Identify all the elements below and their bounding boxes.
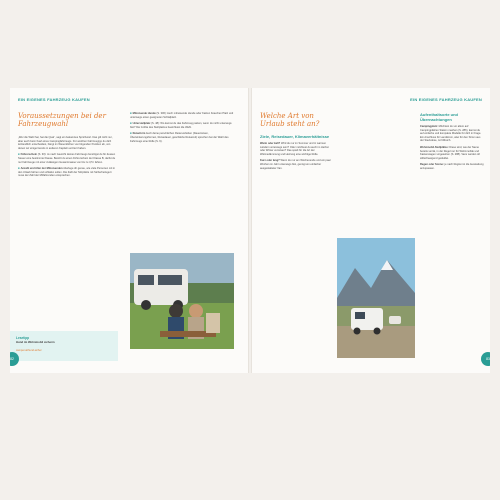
- left-item-2: ■Anzahl und Alter der Mitreisenden überlege dir genau, wie viele Personen mit in den Urlaub fahren und schlafen sollen. Die Zahl der Sitzplätze mit Sicherheitsgurt muss der Zahl der Mitfahrenden entsprechen.: [18, 167, 116, 178]
- left-page-number: 82: [10, 352, 19, 366]
- left-page: [10, 88, 248, 373]
- right-col2-para-1: Campingplatz: Möchtest du vor allem auf Campingplätzen Station machen (S. 286), kannst du auf einfache und kompakte Modelle für dich in Frage. Ein Anschluss für Landstrom, also für den Strom aus der Steckdose, ist hilfreich.: [420, 125, 482, 143]
- right-page-title: Welche Art von Urlaub steht an?: [260, 112, 320, 128]
- right-col2-para-2: Wohnmobil-Stellplätze: Diese sind, wie der Name bereits verrät, in der Regel nur für Wohnmobile und Kastenwagen vorgesehen (S. 288). Vans werden oft stillschweigend geduldet.: [420, 145, 480, 160]
- reading-tip-link[interactable]: camper.at/hund-sicher: [16, 349, 42, 352]
- left-intro: „Wer die Wahl hat, hat die Qual“, sagt ein bekanntes Sprichwort. Das gilt nicht nur, aber auch beim Kauf eines Campingfahrzeugs. Für welchen Fahrzeugtyp du dich letztendlich entscheidest, hängt im Wesentlichen von folgenden Punkten ab, von denen wir einige bereits in anderen Kapiteln erörtert haben.: [18, 136, 113, 150]
- reading-tip-box: [10, 331, 118, 361]
- left-col2-item-3: ■Reiseform Auch deine persönlichen Reisevorlieben (Dauerreisen, Überwinterungsformen, Reisedauer, geschätzte Reisezeit) sprechen bei der Wahl des Fahrzeugs eine Rolle (S. 9).: [130, 132, 229, 143]
- right-page: [252, 88, 490, 373]
- left-column-2: [130, 112, 234, 248]
- right-column-2: [420, 112, 484, 362]
- left-col2-item-1: ■Mitreisende Hunde (S. 306): Auch mitreisende Hunde oder Katzen brauchen Platz und unterwegs einen geeigneten Schlafplatz.: [130, 112, 234, 119]
- left-item-1: ■Führerschein (S. 30): Je nach Gewicht deines Fahrzeugs benötigst du für dessen Steuer eine bestimmte Klasse. Besitzt du einen Führerschein der Klasse B, darfst du nur Fahrzeuge mit einer zulässigen Gesamtmasse von bis zu 3,5 t fahren.: [18, 153, 116, 164]
- right-subheading: Ziele, Reisedauer, Klimaverhältnisse: [260, 134, 330, 139]
- right-column-1: [260, 134, 332, 244]
- right-para-1: Warm oder kalt? Wird du nur im Sommer und in warmen Ländern unterwegs sein? Oder möchtest du auch im Herbst oder Winter verreisen? Das spielt für die Art der Wärmedämmung und Heizung eine wichtige Rolle.: [260, 142, 329, 156]
- right-col2-para-3: Regen oder Sonne: je nach Region ist die Ausstattung anzupassen.: [420, 163, 484, 170]
- mountain-campervan-photo: [337, 238, 415, 358]
- left-col2-item-2: ■Unterstellplatz (S. 48): Wo kannst du das Fahrzeug parken, wenn du nicht unterwegs bist? Die Größe des Stellplatzes beeinflusst die Wahl.: [130, 122, 232, 129]
- right-running-header: EIN EIGENES FAHRZEUG KAUFEN: [410, 97, 482, 102]
- reading-tip-title: Lesetipp: [16, 336, 30, 340]
- reading-tip-text: Hund im Wohnmobil sicherm: [16, 340, 55, 344]
- left-page-title: Voraussetzungen bei der Fahrzeugwahl: [18, 112, 106, 128]
- right-page-number: 83: [481, 352, 490, 366]
- right-col2-title: Aufenthaltsorte und Übernachtungen: [420, 112, 458, 122]
- camping-couple-photo: [130, 253, 234, 349]
- right-para-2: Kurz oder lang? Wenn du nur am Wochenende und ein paar Wochen im Jahr unterwegs bist, genügt ein einfacher ausgestatteter Van.: [260, 159, 331, 170]
- left-column-1: [18, 136, 118, 326]
- left-running-header: EIN EIGENES FAHRZEUG KAUFEN: [18, 97, 90, 102]
